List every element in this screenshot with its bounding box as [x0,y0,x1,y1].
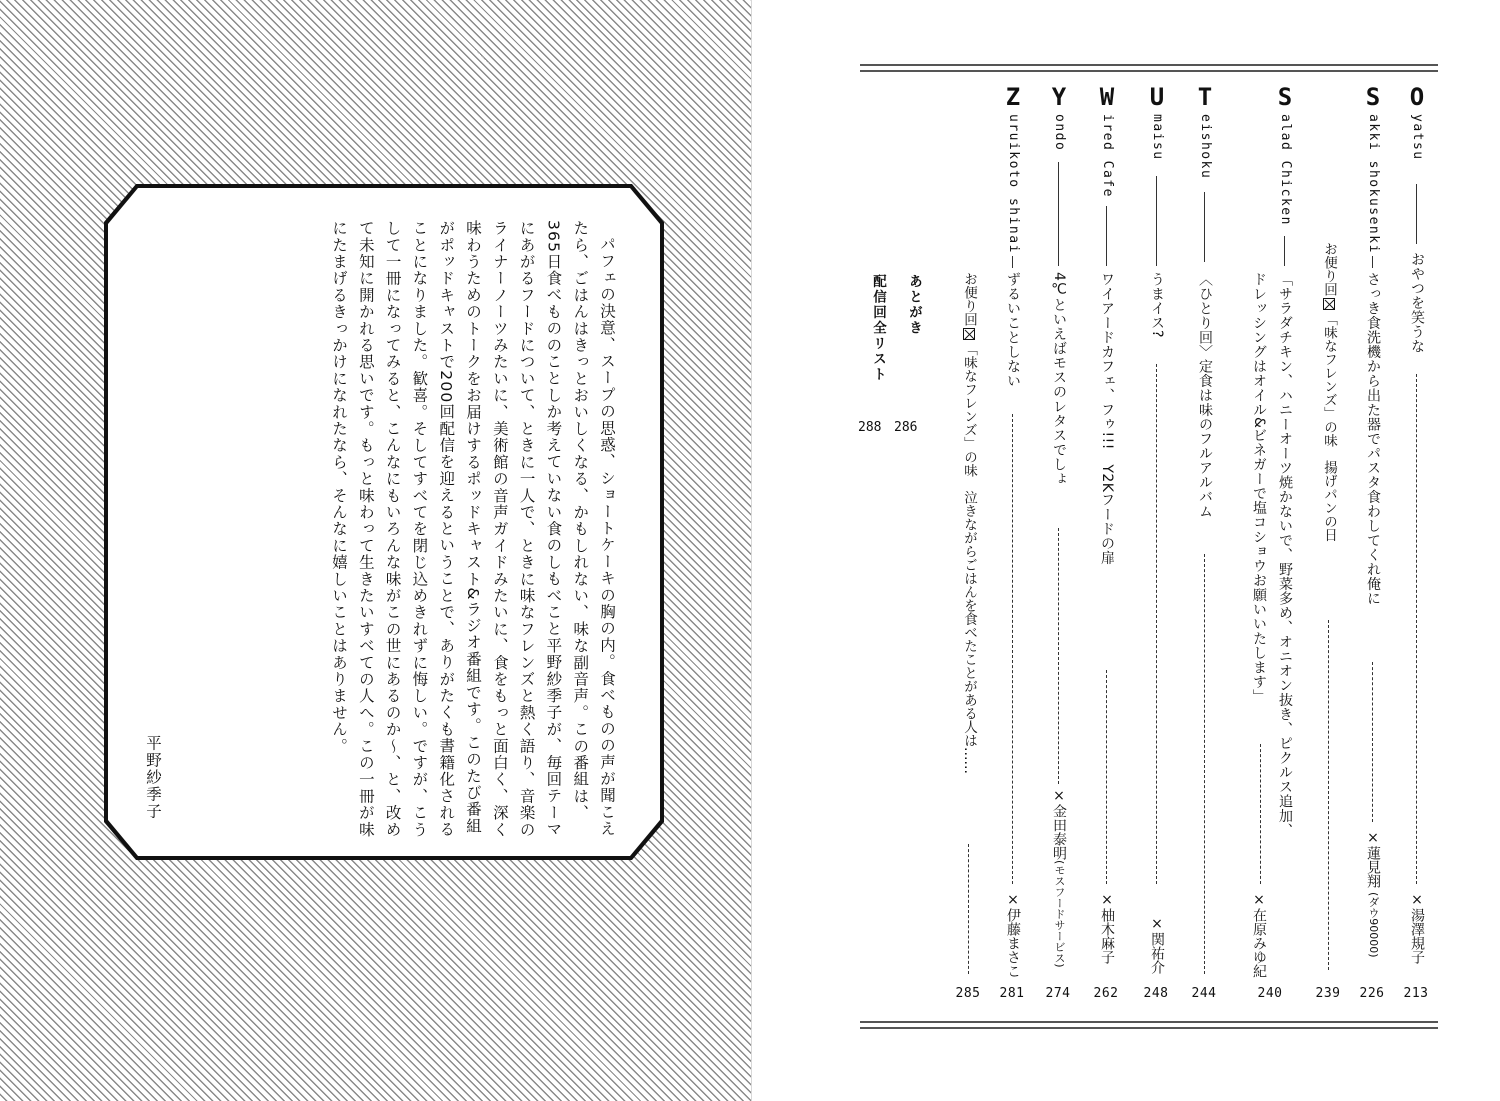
toc-page: 281 [999,986,1025,1001]
toc-title: 「サラダチキン、ハニーオーツ焼かないで、野菜多め、オニオン抜き、ピクルス追加、 [1277,272,1293,838]
toc-entry-wired-cafe[interactable] [1094,84,1120,1014]
toc-entry-sakki[interactable] [1360,84,1386,1014]
toc-dots [1416,374,1417,884]
toc-letter: W [1099,83,1115,111]
toc-leader [1106,206,1107,266]
toc-roman: ondo [1052,114,1067,152]
toc-guest: ×関祐介 [1149,916,1165,974]
toc-roman: ired Cafe [1100,114,1115,198]
toc-title: お便り回「味なフレンズ」の味 泣きながらごはんを食べたことがある人は…… [961,272,977,774]
toc-letter: Y [1051,83,1067,111]
toc-letter: O [1409,83,1425,111]
toc-letter: Z [1005,83,1021,111]
toc-dots [1012,414,1013,884]
toc-entry-umaisu[interactable] [1144,84,1170,1014]
toc-letter: T [1197,83,1213,111]
preface-author: 平野紗季子 [144,735,162,820]
preface-paragraph: パフェの決意、スープの思惑、ショートケーキの胸の内。食べものの声が聞こえたら、ごはんはきっとおいしくなる、かもしれない、味な副音声。この番組は、365日食べもののことしか考えていない食のしもべこと平野紗季子が、毎回テーマにあがるフードについて、ときに一人で、ときに味なフレンズと熱く語り、音楽のライナーノーツみたいに、美術館の音声ガイドみたいに、食をもっと面白く、深く味わうためのトークをお届けするポッドキャスト&ラジオ番組です。このたび番組がポッドキャストで200回配信を迎えるということで、ありがたくも書籍化されることになりました。歓喜。そしてすべてを閉じ込めきれずに悔しい。ですが、こうして一冊になってみると、こんなにもいろんな味がこの世にあるのか〜、と、改めて未知に開かれる思いです。もっと味わって生きたいすべての人へ。この一冊が味にたまげるきっかけになれたなら、そんなに嬉しいことはありません。 [330,220,616,838]
toc-title: おやつを笑うな [1409,252,1425,354]
toc-title-2: ドレッシングはオイル&ビネガーで塩コショウお願いいたします」 [1251,272,1267,704]
toc-entry-zuruikoto[interactable] [1000,84,1026,1014]
toc-page: 213 [1403,986,1429,1001]
toc-roman: akki shokusenki [1366,114,1381,254]
toc-title: さっき食洗機から出た器でパスタ食わしてくれ俺に [1365,272,1381,606]
toc-leader [1058,162,1059,266]
toc-page: 274 [1045,986,1071,1001]
toc-title: うまイス? [1149,272,1165,338]
toc-roman: yatsu [1410,114,1425,161]
toc-letter: S [1277,83,1293,111]
toc-afterword[interactable]: あとがき [906,274,922,336]
table-of-contents [752,0,1500,1101]
toc-page: 248 [1143,986,1169,1001]
toc-entry-salad[interactable] [1251,83,1310,1014]
toc-leader [1156,176,1157,266]
toc-guest-note: (ダウ90000) [1367,892,1380,958]
toc-dots [1156,364,1157,884]
toc-page: 244 [1191,986,1217,1001]
toc-page: 239 [1315,986,1341,1001]
toc-dots [968,844,969,974]
toc-title: ずるいことしない [1005,272,1021,388]
toc-leader [1416,184,1417,244]
mail-icon [1323,298,1335,310]
toc-roman: uruikoto shinai [1006,114,1021,254]
toc-roman: maisu [1150,114,1165,161]
toc-entry-mail-2[interactable] [956,84,982,1014]
toc-page: 262 [1093,986,1119,1001]
toc-page: 226 [1359,986,1385,1001]
toc-entry-oyatsu[interactable] [1404,84,1430,1014]
toc-dots [1106,670,1107,884]
toc-title: お便り回「味なフレンズ」の味 揚げパンの日 [1321,242,1337,542]
toc-title: 4℃といえばモスのレタスでしょ [1051,272,1067,487]
toc-leader [1204,192,1205,262]
toc-roman: alad Chicken [1278,114,1293,226]
toc-roman: eishoku [1198,114,1213,180]
toc-guest: ×柚木麻子 [1099,892,1115,964]
toc-entry-teishoku[interactable] [1192,84,1218,1014]
toc-afterword-page: 286 [894,420,918,435]
toc-guest: ×伊藤まさこ [1005,892,1021,978]
toc-page: 285 [955,986,981,1001]
toc-title: 〈ひとり回〉定食は味のフルアルバム [1197,272,1213,519]
toc-dots [1058,528,1059,784]
toc-letter: S [1365,83,1381,111]
toc-episode-list[interactable]: 配信回全リスト [870,274,886,383]
toc-leader [1012,256,1013,268]
toc-page: 240 [1257,986,1283,1001]
toc-dots [1260,744,1261,884]
toc-dots [1372,662,1373,822]
toc-guest: ×湯澤規子 [1409,892,1425,964]
toc-letter: U [1149,83,1165,111]
toc-leader [1284,236,1285,266]
toc-entry-yondo[interactable] [1046,84,1072,1014]
toc-dots [1328,620,1329,970]
toc-guest: ×蓮見翔 [1365,830,1381,888]
toc-entry-mail-1[interactable] [1316,84,1342,1014]
toc-dots [1204,554,1205,974]
toc-episode-list-page: 288 [858,420,882,435]
mail-icon [963,328,975,340]
toc-guest: ×在原みゆ紀 [1251,892,1267,978]
toc-title: ワイアードカフェ、フゥ!!! Y2Kフードの扉 [1099,272,1115,565]
toc-guest: ×金田泰明 [1051,788,1067,860]
preface-text [150,220,620,840]
right-page [752,0,1500,1101]
toc-leader [1372,256,1373,268]
toc-guest-note: (モスフードサービス) [1053,860,1066,968]
